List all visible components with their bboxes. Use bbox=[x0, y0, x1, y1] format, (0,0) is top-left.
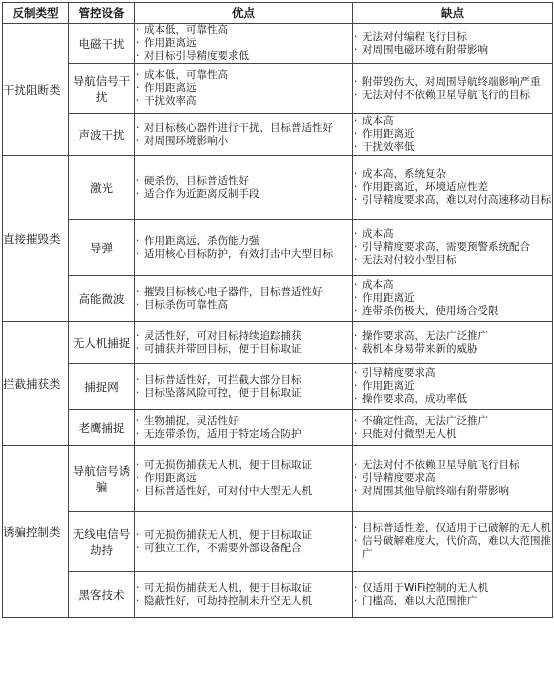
con-item: · 门槛高，难以大范围推广 bbox=[353, 595, 552, 608]
table-row bbox=[3, 572, 553, 618]
pros-cell bbox=[135, 410, 353, 446]
header-category: 反制类型 bbox=[3, 3, 69, 24]
cons-list bbox=[353, 522, 552, 561]
cons-list bbox=[353, 415, 552, 441]
cons-cell bbox=[353, 410, 553, 446]
table-row bbox=[3, 364, 553, 410]
con-item: · 引导精度要求高，难以对付高速移动目标 bbox=[353, 194, 552, 207]
con-item: · 成本高 bbox=[353, 228, 552, 241]
header-row bbox=[3, 3, 553, 24]
pro-item: · 作用距离远，杀伤能力强 bbox=[135, 235, 352, 248]
pros-list bbox=[135, 175, 352, 201]
category-cell: 直接摧毁类 bbox=[3, 156, 69, 322]
con-item: · 作用距离近 bbox=[353, 292, 552, 305]
device-cell: 高能微波 bbox=[69, 276, 135, 322]
pros-list bbox=[135, 459, 352, 498]
table-row bbox=[3, 276, 553, 322]
pros-cell bbox=[135, 24, 353, 64]
con-item: · 载机本身易带来新的威胁 bbox=[353, 343, 552, 356]
device-cell: 声波干扰 bbox=[69, 114, 135, 156]
con-item: · 成本高 bbox=[353, 279, 552, 292]
pro-item: · 适用核心目标防护，有效打击中大型目标 bbox=[135, 248, 352, 261]
pro-item: · 可无损伤捕获无人机，便于目标取证 bbox=[135, 459, 352, 472]
cons-cell bbox=[353, 156, 553, 220]
cons-list bbox=[353, 115, 552, 154]
cons-cell bbox=[353, 364, 553, 410]
device-cell: 黑客技术 bbox=[69, 572, 135, 618]
table-row bbox=[3, 156, 553, 220]
table-row bbox=[3, 64, 553, 114]
cons-cell bbox=[353, 322, 553, 364]
pro-item: · 作用距离远 bbox=[135, 82, 352, 95]
cons-cell bbox=[353, 276, 553, 322]
con-item: · 引导精度要求高 bbox=[353, 367, 552, 380]
pros-cell bbox=[135, 220, 353, 276]
pros-list bbox=[135, 330, 352, 356]
category-cell: 拦截捕获类 bbox=[3, 322, 69, 446]
con-item: · 附带毁伤大，对周围导航终端影响严重 bbox=[353, 76, 552, 89]
pros-cell bbox=[135, 322, 353, 364]
con-item: · 连带杀伤极大，使用场合受限 bbox=[353, 305, 552, 318]
pros-list bbox=[135, 374, 352, 400]
pro-item: · 对目标核心器件进行干扰，目标普适性好 bbox=[135, 122, 352, 135]
pro-item: · 干扰效率高 bbox=[135, 95, 352, 108]
con-item: · 不确定性高，无法广泛推广 bbox=[353, 415, 552, 428]
cons-cell bbox=[353, 446, 553, 512]
con-item: · 操作要求高，成功率低 bbox=[353, 393, 552, 406]
con-item: · 成本高 bbox=[353, 115, 552, 128]
pros-cell bbox=[135, 64, 353, 114]
table-row bbox=[3, 322, 553, 364]
table-row bbox=[3, 114, 553, 156]
header-cons: 缺点 bbox=[353, 3, 553, 24]
cons-list bbox=[353, 31, 552, 57]
cons-cell bbox=[353, 114, 553, 156]
pros-cell bbox=[135, 114, 353, 156]
pro-item: · 成本低，可靠性高 bbox=[135, 69, 352, 82]
pro-item: · 目标杀伤可靠性高 bbox=[135, 299, 352, 312]
con-item: · 引导精度要求高，需要预警系统配合 bbox=[353, 241, 552, 254]
pros-cell bbox=[135, 276, 353, 322]
con-item: · 作用距离近，环境适应性差 bbox=[353, 181, 552, 194]
category-cell: 诱骗控制类 bbox=[3, 446, 69, 618]
con-item: · 无法对付不依赖卫星导航飞行目标 bbox=[353, 459, 552, 472]
pros-list bbox=[135, 415, 352, 441]
pro-item: · 无连带杀伤，适用于特定场合防护 bbox=[135, 428, 352, 441]
pros-cell bbox=[135, 572, 353, 618]
pro-item: · 作用距离远 bbox=[135, 472, 352, 485]
table-row bbox=[3, 446, 553, 512]
pro-item: · 目标普适性好，可拦截大部分目标 bbox=[135, 374, 352, 387]
pro-item: · 目标坠落风险可控，便于目标取证 bbox=[135, 387, 352, 400]
cons-cell bbox=[353, 572, 553, 618]
pro-item: · 目标普适性好，可对付中大型无人机 bbox=[135, 485, 352, 498]
pros-list bbox=[135, 122, 352, 148]
con-item: · 无法对付较小型目标 bbox=[353, 254, 552, 267]
pros-list bbox=[135, 529, 352, 555]
device-cell: 激光 bbox=[69, 156, 135, 220]
con-item: · 信号破解难度大，代价高，难以大范围推广 bbox=[353, 535, 552, 561]
table-row bbox=[3, 410, 553, 446]
con-item: · 作用距离近 bbox=[353, 380, 552, 393]
device-cell: 电磁干扰 bbox=[69, 24, 135, 64]
cons-cell bbox=[353, 512, 553, 572]
con-item: · 无法对付编程飞行目标 bbox=[353, 31, 552, 44]
cons-list bbox=[353, 228, 552, 267]
pro-item: · 适合作为近距离反制手段 bbox=[135, 188, 352, 201]
cons-list bbox=[353, 367, 552, 406]
cons-cell bbox=[353, 64, 553, 114]
device-cell: 无线电信号劫持 bbox=[69, 512, 135, 572]
con-item: · 目标普适性差，仅适用于已破解的无人机 bbox=[353, 522, 552, 535]
con-item: · 操作要求高，无法广泛推广 bbox=[353, 330, 552, 343]
device-cell: 老鹰捕捉 bbox=[69, 410, 135, 446]
device-cell: 捕捉网 bbox=[69, 364, 135, 410]
pro-item: · 可无损伤捕获无人机，便于目标取证 bbox=[135, 582, 352, 595]
table-row bbox=[3, 512, 553, 572]
cons-list bbox=[353, 168, 552, 207]
con-item: · 仅适用于WiFi控制的无人机 bbox=[353, 582, 552, 595]
table-body bbox=[3, 24, 553, 618]
countermeasure-comparison-table bbox=[2, 2, 553, 618]
con-item: · 只能对付微型无人机 bbox=[353, 428, 552, 441]
pro-item: · 隐蔽性好，可劫持控制未升空无人机 bbox=[135, 595, 352, 608]
pros-list bbox=[135, 286, 352, 312]
cons-list bbox=[353, 76, 552, 102]
pro-item: · 作用距离远 bbox=[135, 37, 352, 50]
cons-list bbox=[353, 279, 552, 318]
con-item: · 无法对付不依赖卫星导航飞行的目标 bbox=[353, 89, 552, 102]
pro-item: · 可无损伤捕获无人机，便于目标取证 bbox=[135, 529, 352, 542]
device-cell: 导航信号干扰 bbox=[69, 64, 135, 114]
header-device: 管控设备 bbox=[69, 3, 135, 24]
pros-list bbox=[135, 69, 352, 108]
pro-item: · 摧毁目标核心电子器件，目标普适性好 bbox=[135, 286, 352, 299]
con-item: · 对周围电磁环境有附带影响 bbox=[353, 44, 552, 57]
con-item: · 对周围其他导航终端有附带影响 bbox=[353, 485, 552, 498]
table-row bbox=[3, 24, 553, 64]
pro-item: · 可独立工作，不需要外部设备配合 bbox=[135, 542, 352, 555]
pro-item: · 对目标引导精度要求低 bbox=[135, 50, 352, 63]
device-cell: 导航信号诱骗 bbox=[69, 446, 135, 512]
pros-cell bbox=[135, 512, 353, 572]
pro-item: · 硬杀伤，目标普适性好 bbox=[135, 175, 352, 188]
pro-item: · 对周围环境影响小 bbox=[135, 135, 352, 148]
table-row bbox=[3, 220, 553, 276]
device-cell: 导弹 bbox=[69, 220, 135, 276]
con-item: · 干扰效率低 bbox=[353, 141, 552, 154]
cons-list bbox=[353, 459, 552, 498]
con-item: · 引导精度要求高 bbox=[353, 472, 552, 485]
pros-list bbox=[135, 235, 352, 261]
header-pros: 优点 bbox=[135, 3, 353, 24]
pros-cell bbox=[135, 446, 353, 512]
cons-cell bbox=[353, 24, 553, 64]
cons-list bbox=[353, 330, 552, 356]
con-item: · 作用距离近 bbox=[353, 128, 552, 141]
pro-item: · 成本低，可靠性高 bbox=[135, 24, 352, 37]
cons-cell bbox=[353, 220, 553, 276]
con-item: · 成本高，系统复杂 bbox=[353, 168, 552, 181]
category-cell: 干扰阻断类 bbox=[3, 24, 69, 156]
pro-item: · 生物捕捉，灵活性好 bbox=[135, 415, 352, 428]
pros-list bbox=[135, 24, 352, 63]
device-cell: 无人机捕捉 bbox=[69, 322, 135, 364]
pros-list bbox=[135, 582, 352, 608]
pro-item: · 灵活性好，可对目标持续追踪捕获 bbox=[135, 330, 352, 343]
pros-cell bbox=[135, 156, 353, 220]
cons-list bbox=[353, 582, 552, 608]
pro-item: · 可捕获并带回目标，便于目标取证 bbox=[135, 343, 352, 356]
pros-cell bbox=[135, 364, 353, 410]
